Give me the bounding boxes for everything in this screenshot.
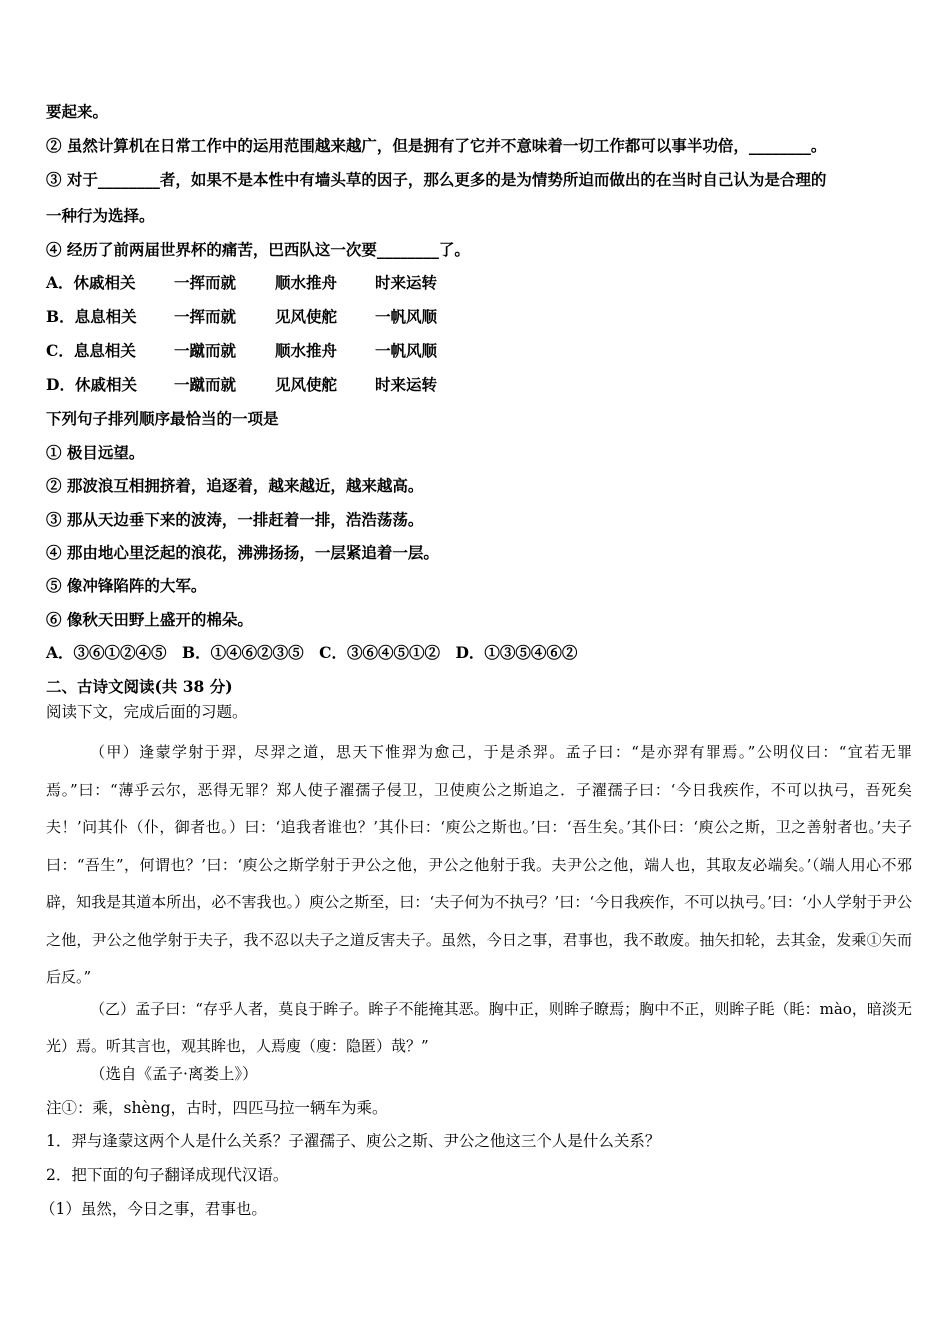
section-heading: 二、古诗文阅读(共 38 分)	[46, 677, 233, 696]
option-word: 顺水推舟	[275, 273, 338, 292]
option-row	[46, 375, 437, 395]
option-label: C．息息相关	[46, 341, 136, 360]
option-word: 一挥而就	[174, 307, 237, 326]
option-row	[46, 273, 437, 293]
option-label: A．休戚相关	[46, 273, 136, 292]
sentence-3-part-1: ③ 对于________者，如果不是本性中有墙头草的因子，那么更多的是为情势所迫而做出的在当时自己认为是合理的	[46, 170, 827, 189]
sentence-item: ④ 那由地心里泛起的浪花，沸沸扬扬，一层紧追着一层。	[46, 543, 439, 562]
passage-yi: （乙）孟子曰：“存乎人者，莫良于眸子。眸子不能掩其恶。胸中正，则眸子瞭焉；胸中不正，则眸子眊（眊：mào，暗淡无光）焉。听其言也，观其眸也，人焉廋（廋：隐匿）哉？”	[46, 1000, 912, 1055]
sentence-2: ② 虽然计算机在日常工作中的运用范围越来越广，但是拥有了它并不意味着一切工作都可以事半功倍，________。	[46, 136, 827, 155]
sentence-item: ⑥ 像秋天田野上盛开的棉朵。	[46, 610, 253, 629]
footnote: 注①：乘，shèng，古时，四匹马拉一辆车为乘。	[46, 1099, 388, 1117]
option-row	[46, 341, 437, 361]
option-label: B．息息相关	[46, 307, 137, 326]
line-continuation: 要起来。	[46, 102, 109, 121]
option-label: D．休戚相关	[46, 375, 137, 394]
sentence-item: ② 那波浪互相拥挤着，追逐着，越来越近，越来越高。	[46, 476, 424, 495]
question-2-item-1: （1）虽然，今日之事，君事也。	[40, 1200, 267, 1218]
option-word: 见风使舵	[275, 375, 338, 394]
option-word: 一挥而就	[174, 273, 237, 292]
sentence-item: ⑤ 像冲锋陷阵的大军。	[46, 576, 207, 595]
answer-options: A．③⑥①②④⑤ B．①④⑥②③⑤ C．③⑥④⑤①② D．①③⑤④⑥②	[46, 643, 578, 662]
option-word: 时来运转	[375, 273, 438, 292]
question-stem: 下列句子排列顺序最恰当的一项是	[46, 409, 279, 428]
question-2: 2．把下面的句子翻译成现代汉语。	[46, 1166, 289, 1184]
sentence-item: ① 极目远望。	[46, 443, 145, 462]
question-1: 1．羿与逢蒙这两个人是什么关系？子濯孺子、庾公之斯、尹公之他这三个人是什么关系？	[46, 1132, 661, 1150]
source-citation: （选自《孟子·离娄上》）	[90, 1065, 258, 1083]
option-word: 见风使舵	[275, 307, 338, 326]
reading-instruction: 阅读下文，完成后面的习题。	[46, 703, 248, 721]
sentence-3-part-2: 一种行为选择。	[46, 206, 155, 225]
option-word: 顺水推舟	[275, 341, 338, 360]
option-word: 一蹴而就	[174, 375, 237, 394]
option-word: 一蹴而就	[174, 341, 237, 360]
passage-jia: （甲）逢蒙学射于羿，尽羿之道，思天下惟羿为愈己，于是杀羿。孟子曰：“是亦羿有罪焉。”公明仪曰：“宜若无罪焉。”曰：“薄乎云尔，恶得无罪？郑人使子濯孺子侵卫，卫使庾公之斯追之．子濯孺子曰：‘今日我疾作，不可以执弓，吾死矣夫！’问其仆（仆，御者也。）曰：‘追我者谁也？’其仆曰：‘庾公之斯也。’曰：‘吾生矣。’其仆曰：‘庾公之斯，卫之善射者也。’夫子曰：“吾生”，何谓也？’曰：‘庾公之斯学射于尹公之他，尹公之他射于我。夫尹公之他，端人也，其取友必端矣。’（端人用心不邪辟，知我是其道本所出，必不害我也。）庾公之斯至，曰：‘夫子何为不执弓？’曰：‘今日我疾作，不可以执弓。’曰：‘小人学射于尹公之他，尹公之他学射于夫子，我不忍以夫子之道反害夫子。虽然，今日之事，君事也，我不敢废。抽矢扣轮，去其金，发乘①矢而后反。”	[46, 743, 912, 986]
sentence-4: ④ 经历了前两届世界杯的痛苦，巴西队这一次要________了。	[46, 240, 470, 259]
sentence-item: ③ 那从天边垂下来的波涛，一排赶着一排，浩浩荡荡。	[46, 510, 424, 529]
option-row	[46, 307, 437, 327]
option-word: 时来运转	[375, 375, 438, 394]
option-word: 一帆风顺	[375, 341, 438, 360]
option-word: 一帆风顺	[375, 307, 438, 326]
